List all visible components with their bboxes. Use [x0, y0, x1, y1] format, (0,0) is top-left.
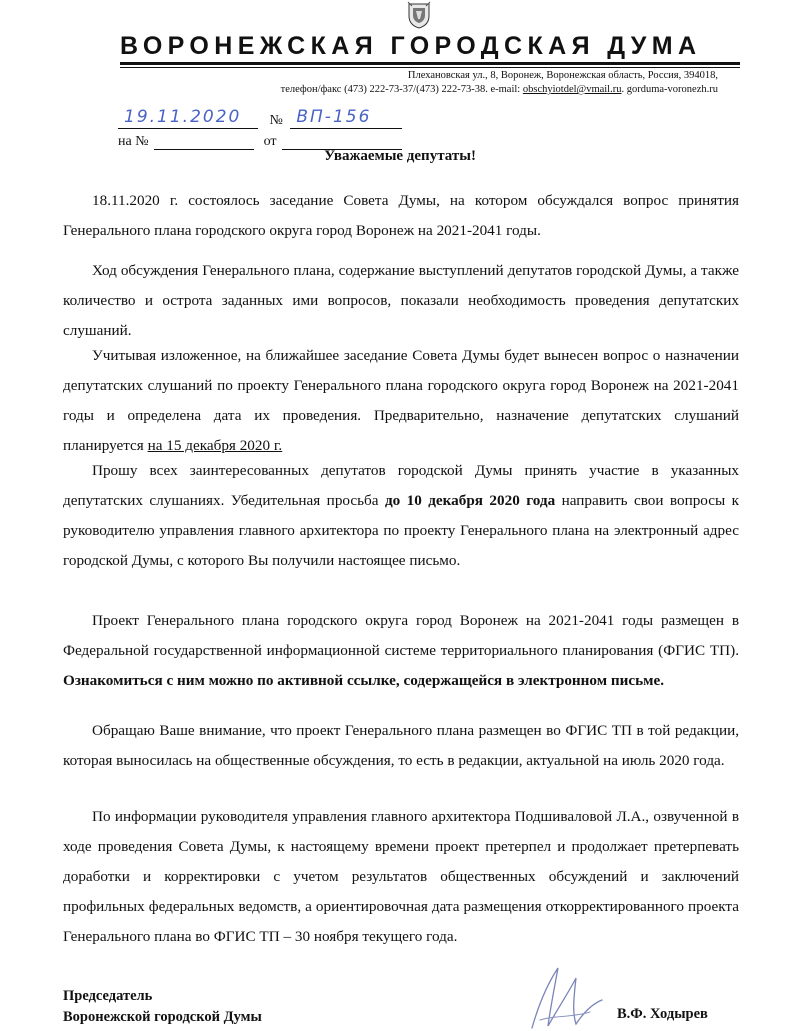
signer-position: [63, 986, 262, 1028]
signer-position-line2: Воронежской городской Думы: [63, 1009, 262, 1025]
registration-row: [118, 107, 402, 129]
organization-name: ВОРОНЕЖСКАЯ ГОРОДСКАЯ ДУМА: [120, 32, 702, 60]
paragraph-2: Ход обсуждения Генерального плана, содержание выступлений депутатов городской Думы, а также количество и острота заданных ими вопросов, показали необходимость проведения депутатских слушаний.: [63, 262, 739, 339]
paragraph-3-text: Учитывая изложенное, на ближайшее заседание Совета Думы будет вынесен вопрос о назначении депутатских слушаний по проекту Генерального плана городского округа город Воронеж на 2021-2041 годы и определена дата их проведения. Предварительно, назначение депутатских слушаний планируется: [63, 347, 739, 454]
number-field: [290, 107, 402, 129]
signer-name: В.Ф. Ходырев: [617, 1006, 708, 1022]
registration-number: ВП-156: [296, 107, 372, 127]
handwritten-signature: [510, 960, 620, 1031]
site-text: . gorduma-voronezh.ru: [621, 84, 718, 95]
registration-date: 19.11.2020: [124, 107, 242, 127]
paragraph-6: Обращаю Ваше внимание, что проект Генерального плана размещен во ФГИС ТП в той редакции, которая выносилась на общественные обсуждения, то есть в редакции, актуальной на июль 2020 года.: [63, 722, 739, 769]
signer-position-line1: Председатель: [63, 988, 153, 1004]
hearing-date: на 15 декабря 2020 г.: [147, 437, 283, 454]
coat-of-arms-icon: [404, 0, 434, 30]
address-line: Плехановская ул., 8, Воронеж, Воронежская область, Россия, 394018,: [407, 70, 718, 81]
paragraph-4-start: Прошу всех заинтересованных депутатов городской Думы принять участие в указанных депутатских слушаниях. Убедительная просьба: [63, 462, 739, 509]
paragraph-4: [63, 456, 739, 576]
paragraph-4-end: направить свои вопросы к руководителю управления главного архитектора по проекту Генерального плана на электронный адрес городской Думы, с которого Вы получили настоящее письмо.: [63, 492, 740, 569]
date-field: [118, 107, 258, 129]
header-divider-thin: [120, 67, 740, 68]
paragraph-3: [63, 341, 739, 461]
deadline: до 10 декабря 2020 года: [384, 492, 556, 509]
from-label: от: [263, 134, 277, 149]
email-link[interactable]: obschyiotdel@vmail.ru: [522, 84, 622, 95]
paragraph-7: По информации руководителя управления главного архитектора Подшиваловой Л.А., озвученной в ходе проведения Совета Думы, к настоящему времени проект претерпел и продолжает претерпевать доработки и корректировки с учетом результатов общественных обсуждений и заключений профильных федеральных ведомств, а ориентировочная дата размещения откорректированного проекта Генерального плана во ФГИС ТП – 30 ноября текущего года.: [63, 808, 739, 945]
header-divider: [120, 62, 740, 65]
paragraph-5-text: Проект Генерального плана городского округа город Воронеж на 2021-2041 годы размещен в Федеральной государственной информационной системе территориального планирования (ФГИС ТП).: [63, 612, 739, 659]
paragraph-5-emphasis: Ознакомиться с ним можно по активной ссылке, содержащейся в электронном письме.: [63, 672, 665, 689]
number-label: №: [269, 113, 283, 128]
reference-label: на №: [118, 134, 149, 149]
paragraph-1: 18.11.2020 г. состоялось заседание Совета Думы, на котором обсуждался вопрос принятия Генерального плана городского округа город Воронеж на 2021-2041 годы.: [63, 192, 739, 239]
salutation: Уважаемые депутаты!: [324, 148, 476, 164]
paragraph-5: [63, 606, 739, 696]
contacts-text: телефон/факс (473) 222-73-37/(473) 222-73-38. e-mail:: [280, 84, 523, 95]
contacts-line: [281, 84, 718, 95]
